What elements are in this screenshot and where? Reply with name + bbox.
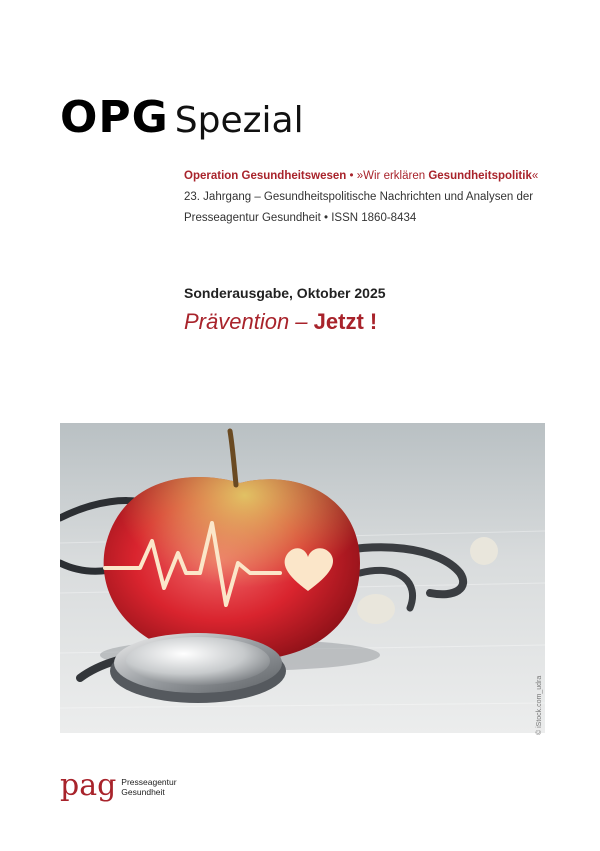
logo-line1: Presseagentur (121, 777, 177, 787)
title-spezial: Spezial (174, 100, 304, 141)
publisher-logo (60, 768, 177, 803)
subtitle-description: 23. Jahrgang – Gesundheitspolitische Nachrichten und Analysen der Presseagentur Gesundheit • ISSN 1860-8434 (184, 191, 534, 224)
photo-credit: © iStock.com_udra (536, 675, 543, 735)
cover-photo (60, 423, 545, 733)
tagline-separator: • (346, 170, 357, 182)
logo-line2: Gesundheit (121, 786, 165, 797)
tagline-quote-start: »Wir erklären (356, 170, 429, 182)
headline (184, 309, 377, 335)
headline-bold: Jetzt ! (313, 309, 378, 334)
tagline-operation: Operation Gesundheitswesen (184, 170, 347, 182)
subtitle-tagline (184, 166, 564, 187)
logo-name (121, 778, 176, 799)
tagline-quote-end: « (531, 170, 539, 182)
logo-mark: pag (60, 768, 117, 803)
headline-italic: Prävention – (184, 309, 308, 334)
page-title (60, 92, 304, 142)
tagline-gesundheitspolitik: Gesundheitspolitik (428, 170, 532, 182)
edition-label: Sonderausgabe, Oktober 2025 (184, 285, 386, 301)
title-opg: OPG (60, 92, 169, 143)
subtitle-block (184, 166, 564, 229)
